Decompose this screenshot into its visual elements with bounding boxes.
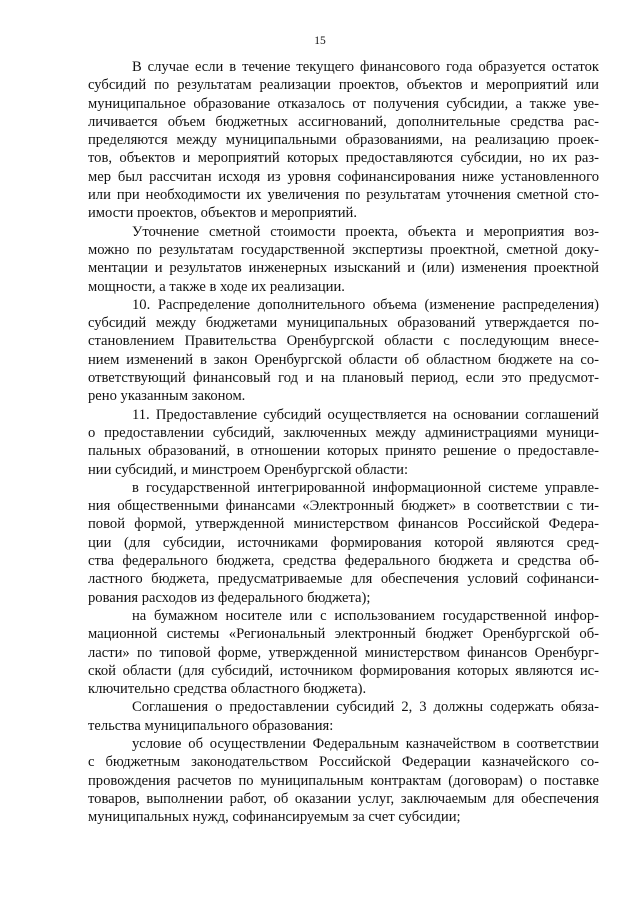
paragraph (88, 58, 599, 223)
body-text (88, 58, 599, 826)
text-line: товаров, выполнении работ, об оказании услуг, заключаемым для обеспечения (88, 790, 599, 807)
text-line: на бумажном носителе или с использованием государственной инфор- (132, 607, 599, 624)
page-number: 15 (314, 35, 326, 47)
text-line: ласти» по типовой форме, утвержденной министерством финансов Оренбург- (88, 644, 599, 661)
text-line: ответствующий финансовый год и на плановый период, если это предусмот- (88, 370, 599, 387)
text-line: В случае если в течение текущего финансового года образуется остаток (132, 59, 599, 75)
text-line: 11. Предоставление субсидий осуществляется на основании соглашений (132, 406, 599, 423)
text-line: о предоставлении субсидий, заключенных между администрациями муници- (88, 424, 599, 441)
text-line: ства федерального бюджета, средства федерального бюджета и средства об- (88, 553, 599, 570)
text-line: ластного бюджета, предусматриваемые для обеспечения условий софинанси- (88, 571, 599, 588)
text-line: Уточнение сметной стоимости проекта, объекта и мероприятия воз- (132, 223, 599, 240)
text-line: муниципальных нужд, софинансируемым за счет субсидии; (88, 809, 461, 826)
text-line: личивается объем бюджетных ассигнований, дополнительные средства рас- (88, 113, 599, 130)
text-line: пределяются между муниципальными образованиями, на реализацию проек- (88, 132, 599, 149)
text-line: 10. Распределение дополнительного объема (изменение распределения) (132, 296, 599, 313)
text-line: мационной системы «Региональный электронный бюджет Оренбургской об- (88, 626, 599, 643)
text-line: мер был рассчитан исходя из уровня софинансирования ниже установленного (88, 168, 599, 185)
text-line: ключительно средства областного бюджета). (88, 681, 367, 698)
text-line: провождения расчетов по муниципальным контрактам (договорам) о поставке (88, 772, 599, 789)
paragraph (88, 223, 599, 296)
paragraph (88, 479, 599, 607)
text-line: нии субсидий, и минстроем Оренбургской области: (88, 461, 408, 478)
text-line: или при необходимости их увеличения по результатам уточнения сметной сто- (88, 187, 599, 204)
paragraph (88, 296, 599, 406)
text-line: мощности, а также в ходе их реализации. (88, 278, 345, 295)
text-line: условие об осуществлении Федеральным казначейством в соответствии (132, 735, 599, 752)
text-line: ментации и результатов инженерных изысканий и (или) изменения проектной (88, 260, 599, 277)
paragraph (88, 735, 599, 826)
text-line: субсидий между бюджетами муниципальных образований утверждается по- (88, 315, 599, 332)
text-line: рено указанным законом. (88, 388, 246, 405)
paragraph (88, 607, 599, 698)
text-line: имости проектов, объектов и мероприятий. (88, 205, 357, 222)
text-line: тов, объектов и мероприятий которых предоставляются субсидии, но их раз- (88, 150, 599, 167)
text-line: Соглашения о предоставлении субсидий 2, 3 должны содержать обяза- (132, 699, 599, 716)
text-line: ния общественными финансами «Электронный бюджет» в соответствии с ти- (88, 498, 599, 515)
paragraph (88, 406, 599, 479)
text-line: становлением Правительства Оренбургской области с последующим внесе- (88, 333, 599, 350)
text-line: ской области (для субсидий, источником формирования которых являются ис- (88, 662, 599, 679)
text-line: ции (для субсидии, источниками формирования которой являются сред- (88, 534, 599, 551)
text-line: повой формой, утвержденной министерством финансов Российской Федера- (88, 516, 599, 533)
text-line: тельства муниципального образования: (88, 717, 334, 734)
text-line: муниципальное образование отказалось от получения субсидии, а также уве- (88, 95, 599, 112)
text-line: нием изменений в закон Оренбургской области об областном бюджете на со- (88, 351, 599, 368)
text-line: с бюджетным законодательством Российской Федерации казначейского со- (88, 754, 599, 771)
text-line: можно по результатам государственной экспертизы проектной, сметной доку- (88, 241, 599, 258)
text-line: пальных образований, в отношении которых принято решение о предоставле- (88, 443, 599, 460)
paragraph (88, 698, 599, 735)
text-line: в государственной интегрированной информационной системе управле- (132, 479, 599, 496)
text-line: субсидий по результатам реализации проектов, объектов и мероприятий или (88, 77, 599, 94)
text-line: рования расходов из федерального бюджета); (88, 589, 371, 606)
